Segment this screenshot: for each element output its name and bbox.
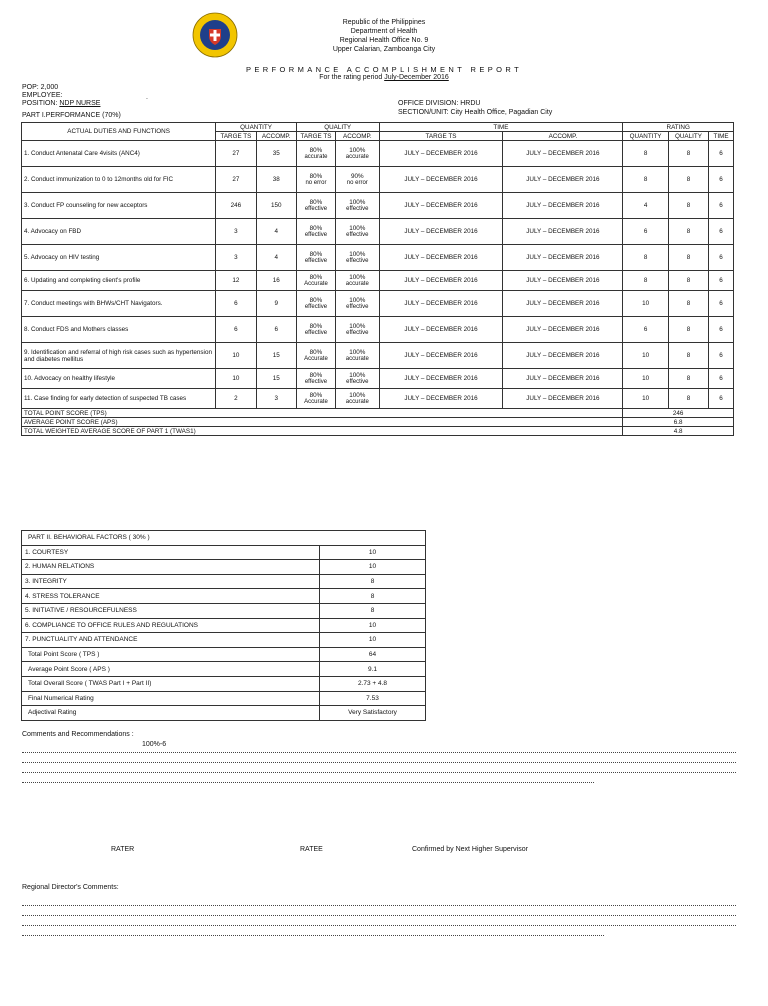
qual-accomp-cell bbox=[336, 343, 379, 369]
behavioral-factor-label: 3. INTEGRITY bbox=[22, 574, 320, 589]
rating-time-cell: 6 bbox=[709, 291, 734, 317]
qty-target-cell: 3 bbox=[216, 219, 256, 245]
quality-descriptor: effective bbox=[346, 231, 369, 238]
time-target-cell: JULY – DECEMBER 2016 bbox=[379, 317, 503, 343]
duty-cell: 6. Updating and completing client's profile bbox=[22, 271, 216, 291]
quality-descriptor: effective bbox=[346, 257, 369, 264]
qty-accomp-cell: 4 bbox=[256, 219, 296, 245]
col-r-time: TIME bbox=[709, 132, 734, 141]
total-row bbox=[22, 409, 734, 418]
rating-period bbox=[0, 74, 768, 81]
time-accomp-cell: JULY – DECEMBER 2016 bbox=[503, 271, 623, 291]
qual-target-cell bbox=[296, 271, 335, 291]
behavioral-factor-row bbox=[22, 603, 426, 618]
duty-cell: 9. Identification and referral of high risk cases such as hypertension and diabetes mellitus bbox=[22, 343, 216, 369]
duty-row bbox=[22, 271, 734, 291]
quality-descriptor: accurate bbox=[345, 153, 369, 160]
qual-accomp-cell bbox=[336, 389, 379, 409]
pop: POP: 2,000 bbox=[22, 84, 59, 91]
quality-percent: 100% bbox=[349, 250, 366, 258]
qty-accomp-cell: 38 bbox=[256, 167, 296, 193]
duty-row bbox=[22, 219, 734, 245]
col-rating: RATING bbox=[623, 123, 734, 132]
behavioral-factor-row bbox=[22, 545, 426, 560]
rating-qual-cell: 8 bbox=[668, 271, 708, 291]
time-accomp-cell: JULY – DECEMBER 2016 bbox=[503, 369, 623, 389]
duty-cell: 11. Case finding for early detection of suspected TB cases bbox=[22, 389, 216, 409]
col-qty-accomp: ACCOMP. bbox=[256, 132, 296, 141]
comment-line bbox=[22, 752, 736, 754]
rating-qual-cell: 8 bbox=[668, 167, 708, 193]
col-time: TIME bbox=[379, 123, 623, 132]
qty-accomp-cell: 15 bbox=[256, 369, 296, 389]
qual-accomp-cell bbox=[336, 245, 379, 271]
total-row bbox=[22, 418, 734, 427]
rating-qty-cell: 8 bbox=[623, 141, 668, 167]
rating-time-cell: 6 bbox=[709, 317, 734, 343]
regional-director-label: Regional Director's Comments: bbox=[22, 884, 119, 891]
time-target-cell: JULY – DECEMBER 2016 bbox=[379, 271, 503, 291]
qual-target-cell bbox=[296, 245, 335, 271]
time-target-cell: JULY – DECEMBER 2016 bbox=[379, 369, 503, 389]
rating-qty-cell: 10 bbox=[623, 291, 668, 317]
quality-percent: 80% bbox=[309, 224, 323, 232]
behavioral-summary-label: Average Point Score ( APS ) bbox=[22, 662, 320, 677]
employee-label: EMPLOYEE: bbox=[22, 92, 63, 99]
quality-percent: 90% bbox=[350, 172, 364, 180]
comments-note: 100%-6 bbox=[142, 741, 167, 748]
duty-cell: 2. Conduct immunization to 0 to 12months old for FIC bbox=[22, 167, 216, 193]
comment-line bbox=[22, 762, 736, 764]
quality-descriptor: Accurate bbox=[304, 398, 328, 405]
qty-accomp-cell: 15 bbox=[256, 343, 296, 369]
behavioral-factor-row bbox=[22, 560, 426, 575]
qual-accomp-cell bbox=[336, 141, 379, 167]
quality-percent: 80% bbox=[309, 273, 323, 281]
col-quantity: QUANTITY bbox=[216, 123, 297, 132]
time-target-cell: JULY – DECEMBER 2016 bbox=[379, 389, 503, 409]
total-label: TOTAL WEIGHTED AVERAGE SCORE OF PART 1 (TWAS1) bbox=[22, 427, 623, 436]
stray-dot: . bbox=[146, 94, 148, 101]
regional-line bbox=[22, 935, 604, 937]
quality-descriptor: effective bbox=[346, 303, 369, 310]
position-label: POSITION: bbox=[22, 100, 60, 107]
behavioral-summary-value: 7.53 bbox=[320, 691, 426, 706]
duty-row bbox=[22, 317, 734, 343]
section-unit: SECTION/UNIT: City Health Office, Pagadian City bbox=[398, 109, 553, 116]
rating-qual-cell: 8 bbox=[668, 317, 708, 343]
header-line-4: Upper Calarian, Zamboanga City bbox=[332, 46, 436, 53]
quality-percent: 100% bbox=[349, 273, 366, 281]
behavioral-summary-row bbox=[22, 662, 426, 677]
time-accomp-cell: JULY – DECEMBER 2016 bbox=[503, 343, 623, 369]
behavioral-factor-value: 10 bbox=[320, 560, 426, 575]
quality-percent: 80% bbox=[309, 348, 323, 356]
comment-line bbox=[22, 782, 594, 784]
time-accomp-cell: JULY – DECEMBER 2016 bbox=[503, 193, 623, 219]
col-quality: QUALITY bbox=[296, 123, 379, 132]
time-accomp-cell: JULY – DECEMBER 2016 bbox=[503, 245, 623, 271]
rating-qty-cell: 4 bbox=[623, 193, 668, 219]
behavioral-summary-row bbox=[22, 691, 426, 706]
time-target-cell: JULY – DECEMBER 2016 bbox=[379, 167, 503, 193]
rating-qty-cell: 10 bbox=[623, 369, 668, 389]
behavioral-factor-row bbox=[22, 633, 426, 648]
quality-descriptor: Accurate bbox=[304, 280, 328, 287]
rating-qual-cell: 8 bbox=[668, 219, 708, 245]
quality-descriptor: effective bbox=[346, 329, 369, 336]
quality-percent: 100% bbox=[349, 224, 366, 232]
duty-cell: 5. Advocacy on HIV testing bbox=[22, 245, 216, 271]
rating-qty-cell: 6 bbox=[623, 317, 668, 343]
total-row bbox=[22, 427, 734, 436]
rating-qty-cell: 6 bbox=[623, 219, 668, 245]
col-duties: ACTUAL DUTIES AND FUNCTIONS bbox=[22, 123, 216, 141]
behavioral-factor-row bbox=[22, 618, 426, 633]
duty-cell: 4. Advocacy on FBD bbox=[22, 219, 216, 245]
quality-percent: 80% bbox=[309, 172, 323, 180]
qual-accomp-cell bbox=[336, 193, 379, 219]
col-qual-accomp: ACCOMP. bbox=[336, 132, 379, 141]
regional-line bbox=[22, 915, 736, 917]
qty-target-cell: 6 bbox=[216, 317, 256, 343]
rating-qual-cell: 8 bbox=[668, 343, 708, 369]
rating-qty-cell: 8 bbox=[623, 167, 668, 193]
quality-descriptor: effective bbox=[346, 378, 369, 385]
rating-time-cell: 6 bbox=[709, 271, 734, 291]
qty-target-cell: 27 bbox=[216, 141, 256, 167]
duty-cell: 10. Advocacy on healthy lifestyle bbox=[22, 369, 216, 389]
supervisor-label: Confirmed by Next Higher Supervisor bbox=[412, 846, 528, 853]
quality-descriptor: accurate bbox=[345, 398, 369, 405]
behavioral-factor-row bbox=[22, 574, 426, 589]
comment-line bbox=[22, 772, 736, 774]
quality-descriptor: accurate bbox=[304, 153, 328, 160]
rating-qual-cell: 8 bbox=[668, 369, 708, 389]
behavioral-factor-value: 10 bbox=[320, 633, 426, 648]
header-line-1: Republic of the Philippines bbox=[342, 19, 426, 26]
part1-title: PART I.PERFORMANCE (70%) bbox=[22, 112, 121, 119]
qty-target-cell: 27 bbox=[216, 167, 256, 193]
quality-percent: 100% bbox=[349, 322, 366, 330]
rating-qual-cell: 8 bbox=[668, 291, 708, 317]
rating-time-cell: 6 bbox=[709, 141, 734, 167]
header-line-3: Regional Health Office No. 9 bbox=[339, 37, 429, 44]
quality-descriptor: accurate bbox=[345, 280, 369, 287]
rating-qual-cell: 8 bbox=[668, 193, 708, 219]
rating-time-cell: 6 bbox=[709, 389, 734, 409]
qual-accomp-cell bbox=[336, 167, 379, 193]
behavioral-table bbox=[21, 530, 426, 721]
qty-accomp-cell: 9 bbox=[256, 291, 296, 317]
duty-cell: 3. Conduct FP counseling for new acceptors bbox=[22, 193, 216, 219]
quality-percent: 80% bbox=[309, 250, 323, 258]
duty-cell: 8. Conduct FDS and Mothers classes bbox=[22, 317, 216, 343]
qual-accomp-cell bbox=[336, 271, 379, 291]
comments-label: Comments and Recommendations : bbox=[22, 731, 134, 738]
behavioral-factor-label: 6. COMPLIANCE TO OFFICE RULES AND REGULATIONS bbox=[22, 618, 320, 633]
total-label: TOTAL POINT SCORE (TPS) bbox=[22, 409, 623, 418]
qty-accomp-cell: 4 bbox=[256, 245, 296, 271]
col-r-quantity: QUANTITY bbox=[623, 132, 668, 141]
time-target-cell: JULY – DECEMBER 2016 bbox=[379, 291, 503, 317]
time-accomp-cell: JULY – DECEMBER 2016 bbox=[503, 141, 623, 167]
behavioral-summary-row bbox=[22, 676, 426, 691]
qty-target-cell: 246 bbox=[216, 193, 256, 219]
time-accomp-cell: JULY – DECEMBER 2016 bbox=[503, 291, 623, 317]
duty-row bbox=[22, 369, 734, 389]
time-target-cell: JULY – DECEMBER 2016 bbox=[379, 245, 503, 271]
qty-accomp-cell: 150 bbox=[256, 193, 296, 219]
behavioral-factor-row bbox=[22, 589, 426, 604]
behavioral-factor-label: 4. STRESS TOLERANCE bbox=[22, 589, 320, 604]
behavioral-factor-value: 8 bbox=[320, 589, 426, 604]
quality-percent: 80% bbox=[309, 391, 323, 399]
behavioral-summary-value: 64 bbox=[320, 647, 426, 662]
quality-percent: 80% bbox=[309, 371, 323, 379]
header-line-2: Department of Health bbox=[350, 28, 418, 35]
qual-target-cell bbox=[296, 317, 335, 343]
quality-percent: 80% bbox=[309, 296, 323, 304]
quality-percent: 100% bbox=[349, 296, 366, 304]
rating-qty-cell: 8 bbox=[623, 245, 668, 271]
qual-target-cell bbox=[296, 141, 335, 167]
qual-accomp-cell bbox=[336, 219, 379, 245]
time-target-cell: JULY – DECEMBER 2016 bbox=[379, 141, 503, 167]
time-target-cell: JULY – DECEMBER 2016 bbox=[379, 219, 503, 245]
time-accomp-cell: JULY – DECEMBER 2016 bbox=[503, 389, 623, 409]
quality-descriptor: effective bbox=[346, 205, 369, 212]
time-target-cell: JULY – DECEMBER 2016 bbox=[379, 343, 503, 369]
position-value: NDP NURSE bbox=[59, 100, 101, 107]
qual-target-cell bbox=[296, 291, 335, 317]
quality-descriptor: no error bbox=[305, 179, 327, 186]
qty-accomp-cell: 16 bbox=[256, 271, 296, 291]
quality-percent: 100% bbox=[349, 146, 366, 154]
behavioral-factor-value: 8 bbox=[320, 574, 426, 589]
report-title: PERFORMANCE ACCOMPLISHMENT REPORT bbox=[245, 65, 523, 74]
quality-descriptor: effective bbox=[304, 378, 328, 385]
quality-descriptor: effective bbox=[304, 231, 328, 238]
behavioral-factor-value: 10 bbox=[320, 618, 426, 633]
behavioral-factor-value: 8 bbox=[320, 603, 426, 618]
duty-row bbox=[22, 389, 734, 409]
qty-target-cell: 10 bbox=[216, 343, 256, 369]
qual-target-cell bbox=[296, 167, 335, 193]
quality-percent: 80% bbox=[309, 146, 323, 154]
behavioral-summary-label: Final Numerical Rating bbox=[22, 691, 320, 706]
qty-target-cell: 10 bbox=[216, 369, 256, 389]
quality-descriptor: Accurate bbox=[304, 355, 328, 362]
rating-qual-cell: 8 bbox=[668, 141, 708, 167]
qty-target-cell: 3 bbox=[216, 245, 256, 271]
quality-descriptor: accurate bbox=[345, 355, 369, 362]
quality-descriptor: effective bbox=[304, 257, 328, 264]
col-time-targets: TARGE TS bbox=[379, 132, 503, 141]
regional-line bbox=[22, 925, 736, 927]
total-value: 246 bbox=[623, 409, 734, 418]
behavioral-factor-label: 5. INITIATIVE / RESOURCEFULNESS bbox=[22, 603, 320, 618]
behavioral-summary-row bbox=[22, 647, 426, 662]
behavioral-summary-label: Total Overall Score ( TWAS Part I + Part II) bbox=[22, 676, 320, 691]
duty-row bbox=[22, 291, 734, 317]
behavioral-summary-row bbox=[22, 706, 426, 721]
behavioral-summary-label: Adjectival Rating bbox=[22, 706, 320, 721]
qty-accomp-cell: 6 bbox=[256, 317, 296, 343]
qual-accomp-cell bbox=[336, 291, 379, 317]
rater-label: RATER bbox=[111, 846, 135, 853]
time-accomp-cell: JULY – DECEMBER 2016 bbox=[503, 219, 623, 245]
total-label: AVERAGE POINT SCORE (APS) bbox=[22, 418, 623, 427]
qual-accomp-cell bbox=[336, 369, 379, 389]
quality-descriptor: effective bbox=[304, 329, 328, 336]
duty-cell: 1. Conduct Antenatal Care 4visits (ANC4) bbox=[22, 141, 216, 167]
qty-target-cell: 2 bbox=[216, 389, 256, 409]
duty-cell: 7. Conduct meetings with BHWs/CHT Navigators. bbox=[22, 291, 216, 317]
rating-qty-cell: 8 bbox=[623, 271, 668, 291]
rating-time-cell: 6 bbox=[709, 167, 734, 193]
quality-percent: 80% bbox=[309, 198, 323, 206]
period-prefix: For the rating period bbox=[319, 74, 385, 81]
time-accomp-cell: JULY – DECEMBER 2016 bbox=[503, 167, 623, 193]
rating-time-cell: 6 bbox=[709, 193, 734, 219]
qual-target-cell bbox=[296, 193, 335, 219]
time-accomp-cell: JULY – DECEMBER 2016 bbox=[503, 317, 623, 343]
col-qual-targets: TARGE TS bbox=[296, 132, 335, 141]
total-value: 6.8 bbox=[623, 418, 734, 427]
qual-target-cell bbox=[296, 369, 335, 389]
regional-line bbox=[22, 905, 736, 907]
col-time-accomp: ACCOMP. bbox=[503, 132, 623, 141]
behavioral-summary-label: Total Point Score ( TPS ) bbox=[22, 647, 320, 662]
qty-target-cell: 12 bbox=[216, 271, 256, 291]
quality-percent: 100% bbox=[349, 198, 366, 206]
quality-percent: 100% bbox=[349, 391, 366, 399]
qty-accomp-cell: 35 bbox=[256, 141, 296, 167]
col-qty-targets: TARGE TS bbox=[216, 132, 256, 141]
quality-descriptor: effective bbox=[304, 205, 328, 212]
quality-percent: 100% bbox=[349, 371, 366, 379]
duty-row bbox=[22, 193, 734, 219]
quality-percent: 100% bbox=[349, 348, 366, 356]
office-division: OFFICE DIVISION: HRDU bbox=[398, 100, 481, 107]
duty-row bbox=[22, 141, 734, 167]
quality-descriptor: no error bbox=[346, 179, 368, 186]
rating-qty-cell: 10 bbox=[623, 343, 668, 369]
quality-descriptor: effective bbox=[304, 303, 328, 310]
duty-row bbox=[22, 245, 734, 271]
behavioral-factor-label: 7. PUNCTUALITY AND ATTENDANCE bbox=[22, 633, 320, 648]
total-value: 4.8 bbox=[623, 427, 734, 436]
behavioral-factor-label: 1. COURTESY bbox=[22, 545, 320, 560]
behavioral-summary-value: Very Satisfactory bbox=[320, 706, 426, 721]
qual-target-cell bbox=[296, 389, 335, 409]
ratee-label: RATEE bbox=[300, 846, 323, 853]
duty-row bbox=[22, 167, 734, 193]
behavioral-summary-value: 9.1 bbox=[320, 662, 426, 677]
rating-qual-cell: 8 bbox=[668, 389, 708, 409]
rating-qual-cell: 8 bbox=[668, 245, 708, 271]
rating-time-cell: 6 bbox=[709, 343, 734, 369]
quality-percent: 80% bbox=[309, 322, 323, 330]
rating-qty-cell: 10 bbox=[623, 389, 668, 409]
period-value: July-December 2016 bbox=[384, 74, 449, 81]
behavioral-factor-label: 2. HUMAN RELATIONS bbox=[22, 560, 320, 575]
performance-table bbox=[21, 122, 734, 436]
qty-accomp-cell: 3 bbox=[256, 389, 296, 409]
duty-row bbox=[22, 343, 734, 369]
rating-time-cell: 6 bbox=[709, 369, 734, 389]
qual-target-cell bbox=[296, 219, 335, 245]
rating-time-cell: 6 bbox=[709, 245, 734, 271]
qty-target-cell: 6 bbox=[216, 291, 256, 317]
time-target-cell: JULY – DECEMBER 2016 bbox=[379, 193, 503, 219]
rating-time-cell: 6 bbox=[709, 219, 734, 245]
qual-target-cell bbox=[296, 343, 335, 369]
qual-accomp-cell bbox=[336, 317, 379, 343]
col-r-quality: QUALITY bbox=[668, 132, 708, 141]
behavioral-factor-value: 10 bbox=[320, 545, 426, 560]
position bbox=[22, 100, 100, 108]
behavioral-title: PART II. BEHAVIORAL FACTORS ( 30% ) bbox=[22, 531, 426, 546]
behavioral-summary-value: 2.73 + 4.8 bbox=[320, 676, 426, 691]
